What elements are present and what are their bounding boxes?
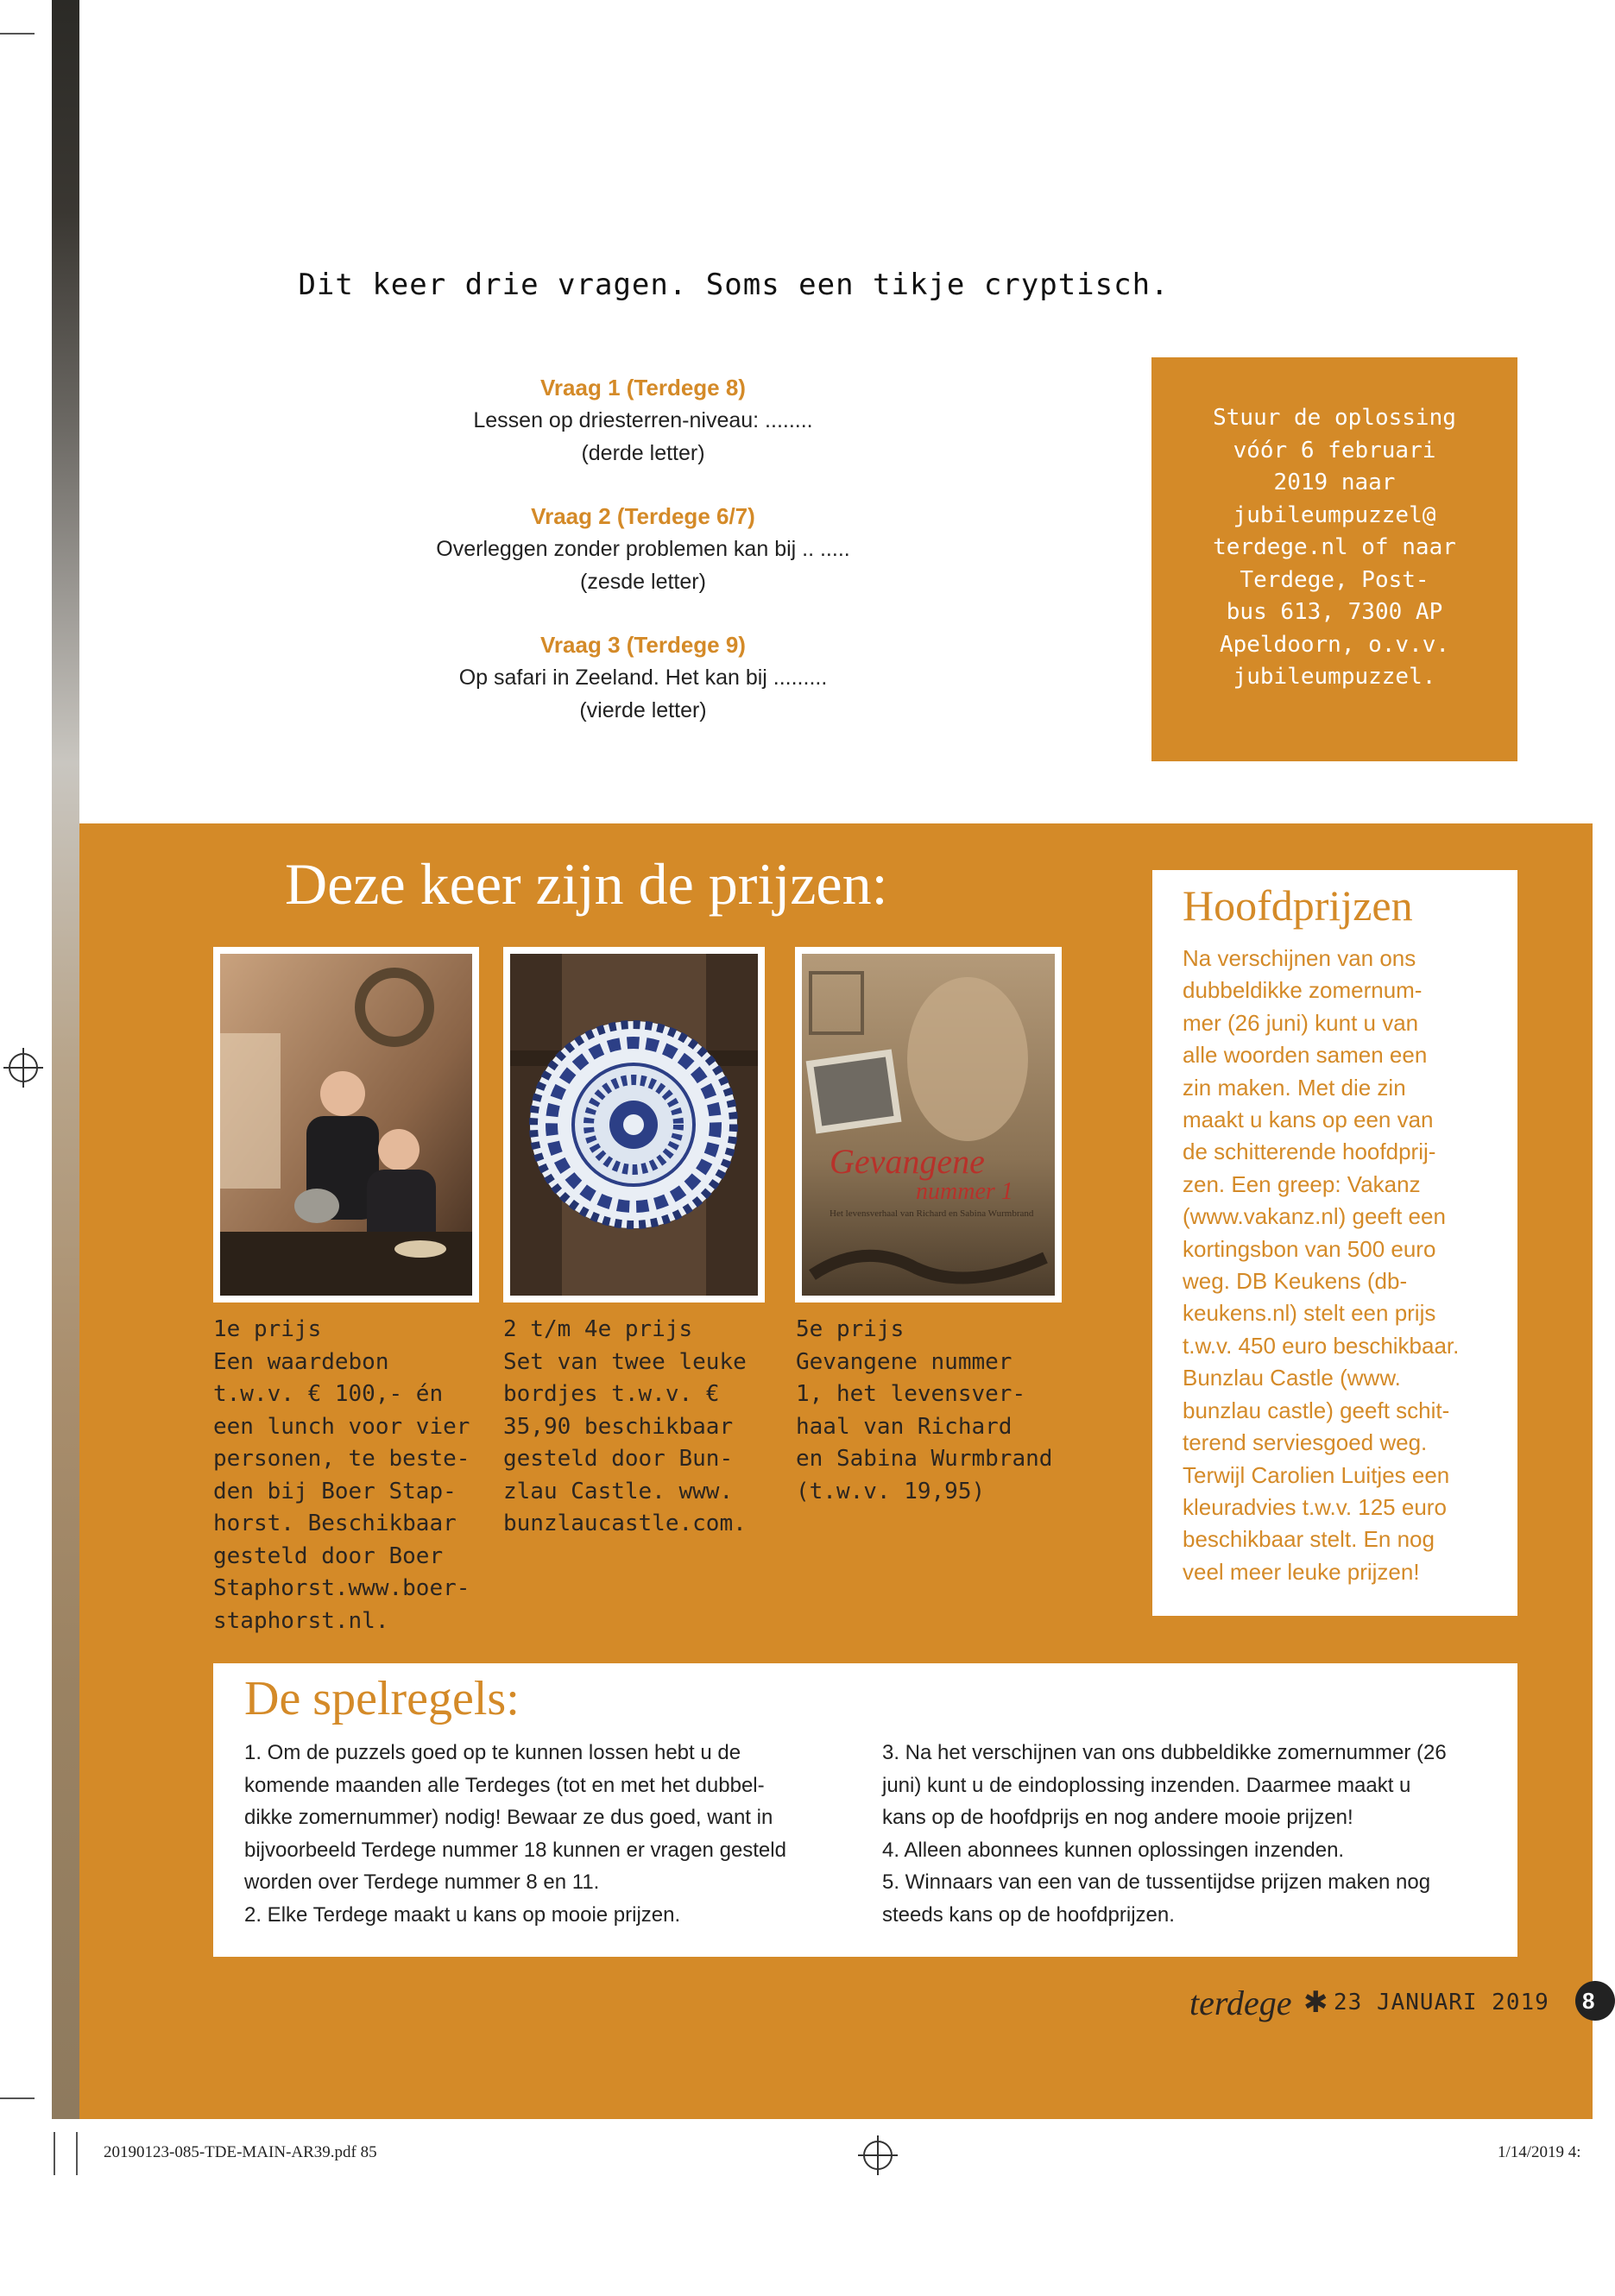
question-title: Vraag 1 (Terdege 8): [540, 375, 746, 401]
slug-date: 1/14/2019 4:: [1498, 2143, 1581, 2161]
brand-logo: terdege: [1189, 1984, 1292, 2022]
prize-description: Set van twee leuke bordjes t.w.v. € 35,90 beschikbaar gesteld door Bun- zlau Castle. www. bunzlaucastle.com.: [503, 1348, 747, 1536]
question-2: [319, 500, 967, 598]
rule-1: 1. Om de puzzels goed op te kunnen lossen hebt u de komende maanden alle Terdeges (tot en met het dubbel- dikke zomernummer) nodig! Bewaar ze dus goed, want in bijvoorbeeld Terdege nummer 18 kunnen er vragen gesteld worden over Terdege nummer 8 en 11.: [244, 1741, 786, 1894]
prize-title: 2 t/m 4e prijs: [503, 1316, 693, 1342]
prize-5: [796, 1314, 1081, 1508]
rule-2: 2. Elke Terdege maakt u kans op mooie prijzen.: [244, 1903, 681, 1927]
prizes-heading: Deze keer zijn de prijzen:: [285, 851, 888, 917]
prize-1: [213, 1314, 489, 1637]
submission-box: [1151, 357, 1517, 761]
question-title: Vraag 2 (Terdege 6/7): [531, 503, 755, 529]
question-title: Vraag 3 (Terdege 9): [540, 632, 746, 658]
registration-mark-icon: [863, 2141, 893, 2170]
rule-4: 4. Alleen abonnees kunnen oplossingen inzenden.: [882, 1839, 1345, 1862]
book-tagline: Het levensverhaal van Richard en Sabina Wurmbrand: [830, 1208, 1034, 1219]
prize-2-photo: [503, 947, 765, 1303]
page-edge-strip: [52, 0, 79, 2119]
question-text: Op safari in Zeeland. Het kan bij .........: [458, 665, 828, 690]
issue-date: 23 JANUARI 2019: [1334, 1990, 1549, 2015]
rules-title: De spelregels:: [244, 1672, 520, 1725]
prize-5-photo: [795, 947, 1062, 1303]
crop-mark: [54, 2132, 55, 2175]
question-1: [319, 371, 967, 470]
page-number: 8: [1575, 1981, 1615, 2021]
question-text: Lessen op driesterren-niveau: ........: [473, 408, 813, 432]
main-prizes-title: Hoofdprijzen: [1183, 881, 1413, 930]
star-icon: ✱: [1303, 1986, 1328, 2019]
slug-filename: 20190123-085-TDE-MAIN-AR39.pdf 85: [104, 2143, 377, 2161]
book-subtitle: nummer 1: [916, 1178, 1013, 1205]
question-3: [319, 628, 967, 727]
rule-3: 3. Na het verschijnen van ons dubbeldikke zomernummer (26 juni) kunt u de eindoplossing inzenden. Daarmee maakt u kans op de hoofdprijs en nog andere mooie prijzen!: [882, 1741, 1447, 1829]
rule-5: 5. Winnaars van een van de tussentijdse prijzen maken nog steeds kans op de hoofdprijzen.: [882, 1870, 1431, 1927]
prize-description: Gevangene nummer 1, het levensver- haal van Richard en Sabina Wurmbrand (t.w.v. 19,95): [796, 1348, 1053, 1504]
submission-text: Stuur de oplossing vóór 6 februari 2019 naar jubileumpuzzel@ terdege.nl of naar Terdege, Post- bus 613, 7300 AP Apeldoorn, o.v.v. jubileumpuzzel.: [1213, 405, 1456, 690]
crop-mark: [0, 2097, 35, 2099]
book-title: Gevangene: [830, 1142, 985, 1181]
prize-title: 5e prijs: [796, 1316, 905, 1342]
intro-text: Dit keer drie vragen. Soms een tikje cryptisch.: [298, 268, 1170, 302]
plate-photo: [503, 947, 765, 1303]
question-text: Overleggen zonder problemen kan bij .. .....: [436, 537, 850, 561]
registration-mark-icon: [9, 1053, 38, 1082]
main-prizes-text: Na verschijnen van ons dubbeldikke zomernum- mer (26 juni) kunt u van alle woorden samen een zin maken. Met die zin maakt u kans op een van de schitterende hoofdprij- zen. Een greep: Vakanz (www.vakanz.nl) geeft een kortingsbon van 500 euro weg. DB Keukens (db- keukens.nl) stelt een prijs t.w.v. 450 euro beschikbaar. Bunzlau Castle (www. bunzlau castle) geeft schit- terend serviesgoed weg. Terwijl Carolien Luitjes een kleuradvies t.w.v. 125 euro beschikbaar stelt. En nog veel meer leuke prijzen!: [1183, 945, 1460, 1585]
book-cover-photo: [795, 947, 1062, 1303]
prize-1-photo: [213, 947, 479, 1303]
question-hint: (vierde letter): [579, 698, 707, 722]
crop-mark: [76, 2132, 78, 2175]
question-hint: (derde letter): [581, 441, 705, 465]
prize-2-4: [503, 1314, 779, 1541]
crop-mark: [0, 33, 35, 35]
people-tea-photo: [213, 947, 479, 1303]
prize-title: 1e prijs: [213, 1316, 322, 1342]
question-hint: (zesde letter): [580, 570, 706, 594]
prize-description: Een waardebon t.w.v. € 100,- én een lunch voor vier personen, te beste- den bij Boer Stap- horst. Beschikbaar gesteld door Boer Staphorst.www.boer- staphorst.nl.: [213, 1348, 470, 1634]
